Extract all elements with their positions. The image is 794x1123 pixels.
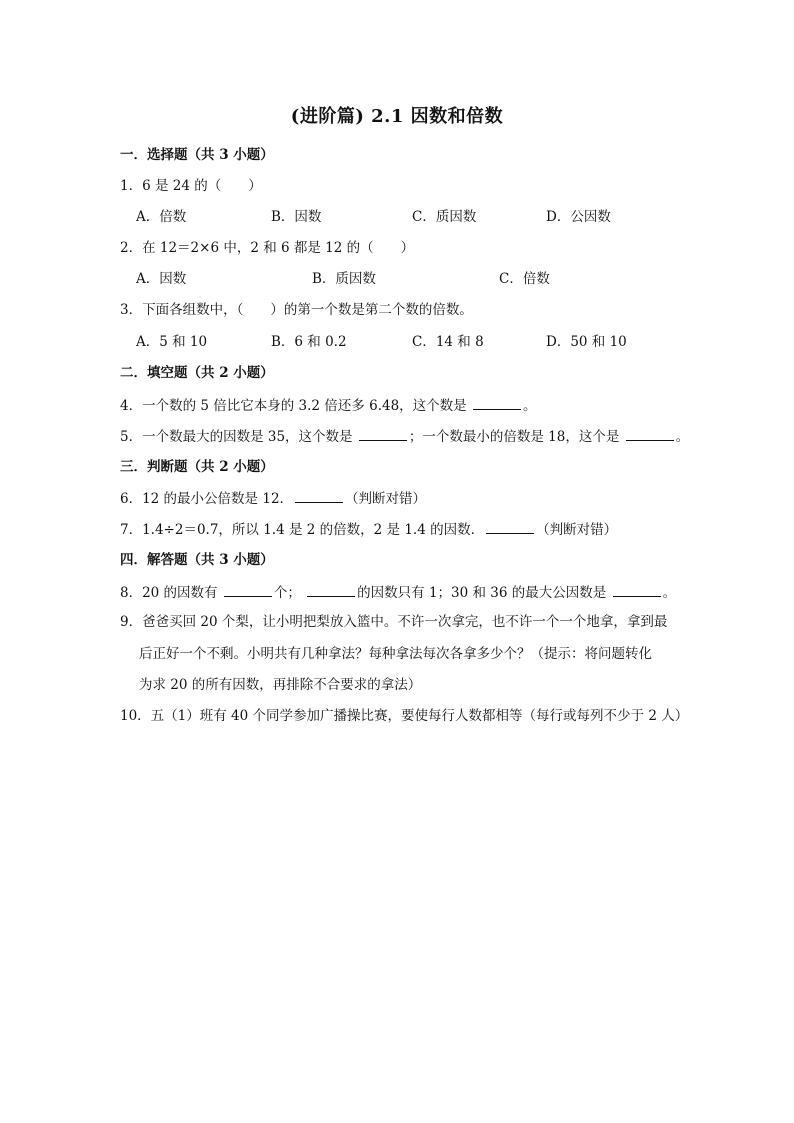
section-heading-judge: 三．判断题（共 2 小题） (120, 459, 274, 475)
question-9-line-3: 为求 20 的所有因数，再排除不合要求的拿法） (139, 677, 422, 693)
question-3-option-b: B．6 和 0.2 (271, 334, 347, 350)
question-3-option-a: A．5 和 10 (136, 334, 208, 350)
question-5-text-1: 5．一个数最大的因数是 35，这个数是 (120, 429, 353, 445)
question-4-text: 4．一个数的 5 倍比它本身的 3.2 倍还多 6.48，这个数是 (120, 398, 467, 414)
question-8-text-1: 8．20 的因数有 (120, 585, 218, 601)
answer-blank[interactable] (473, 395, 521, 410)
question-2-option-b: B．质因数 (312, 271, 376, 287)
answer-blank[interactable] (359, 426, 407, 441)
question-7-text: 7．1.4÷2＝0.7，所以 1.4 是 2 的倍数，2 是 1.4 的因数． (120, 522, 485, 538)
question-1-option-b: B．因数 (271, 209, 322, 225)
answer-blank[interactable] (613, 582, 661, 597)
question-3-stem: 3．下面各组数中，（ ）的第一个数是第二个数的倍数。 (120, 302, 473, 318)
section-heading-choice: 一．选择题（共 3 小题） (120, 147, 274, 163)
question-5-end: 。 (675, 429, 690, 445)
question-2-stem: 2．在 12＝2×6 中，2 和 6 都是 12 的（ ） (120, 240, 415, 256)
question-7 (120, 519, 690, 540)
question-8-text-2: 个； (273, 585, 301, 601)
answer-blank[interactable] (224, 582, 272, 597)
question-2-option-c: C．倍数 (499, 271, 550, 287)
question-1-option-a: A．倍数 (136, 209, 187, 225)
section-heading-solve: 四．解答题（共 3 小题） (120, 552, 274, 568)
question-5 (120, 426, 690, 447)
question-1-stem: 1．6 是 24 的（ ） (120, 178, 262, 194)
question-4-end: 。 (522, 398, 537, 414)
question-2-option-a: A．因数 (136, 271, 187, 287)
question-1-option-d: D．公因数 (546, 209, 611, 225)
answer-blank[interactable] (307, 582, 355, 597)
question-4 (120, 395, 690, 416)
question-3-option-c: C．14 和 8 (412, 334, 484, 350)
question-5-text-2: ；一个数最小的倍数是 18，这个是 (408, 429, 620, 445)
question-9-line-2: 后正好一个不剩。小明共有几种拿法？每种拿法每次各拿多少个？（提示：将问题转化 (139, 646, 652, 662)
page-title: (进阶篇) 2.1 因数和倍数 (290, 106, 504, 127)
question-7-end: （判断对错） (536, 522, 618, 538)
question-6-end: （判断对错） (345, 491, 427, 507)
answer-blank[interactable] (626, 426, 674, 441)
question-10: 10．五（1）班有 40 个同学参加广播操比赛，要使每行人数都相等（每行或每列不少于 2 人） (120, 708, 689, 724)
question-8-end: 。 (662, 585, 677, 601)
answer-blank[interactable] (486, 519, 534, 534)
question-8-text-3: 的因数只有 1；30 和 36 的最大公因数是 (357, 585, 607, 601)
question-6-text: 6．12 的最小公倍数是 12． (120, 491, 294, 507)
question-6 (120, 488, 690, 509)
question-1-option-c: C．质因数 (412, 209, 477, 225)
question-8 (120, 582, 690, 603)
question-9-line-1: 9．爸爸买回 20 个梨，让小明把梨放入篮中。不许一次拿完，也不许一个一个地拿，拿到最 (120, 614, 668, 630)
answer-blank[interactable] (295, 488, 343, 503)
section-heading-fill: 二．填空题（共 2 小题） (120, 365, 274, 381)
question-3-option-d: D．50 和 10 (546, 334, 627, 350)
